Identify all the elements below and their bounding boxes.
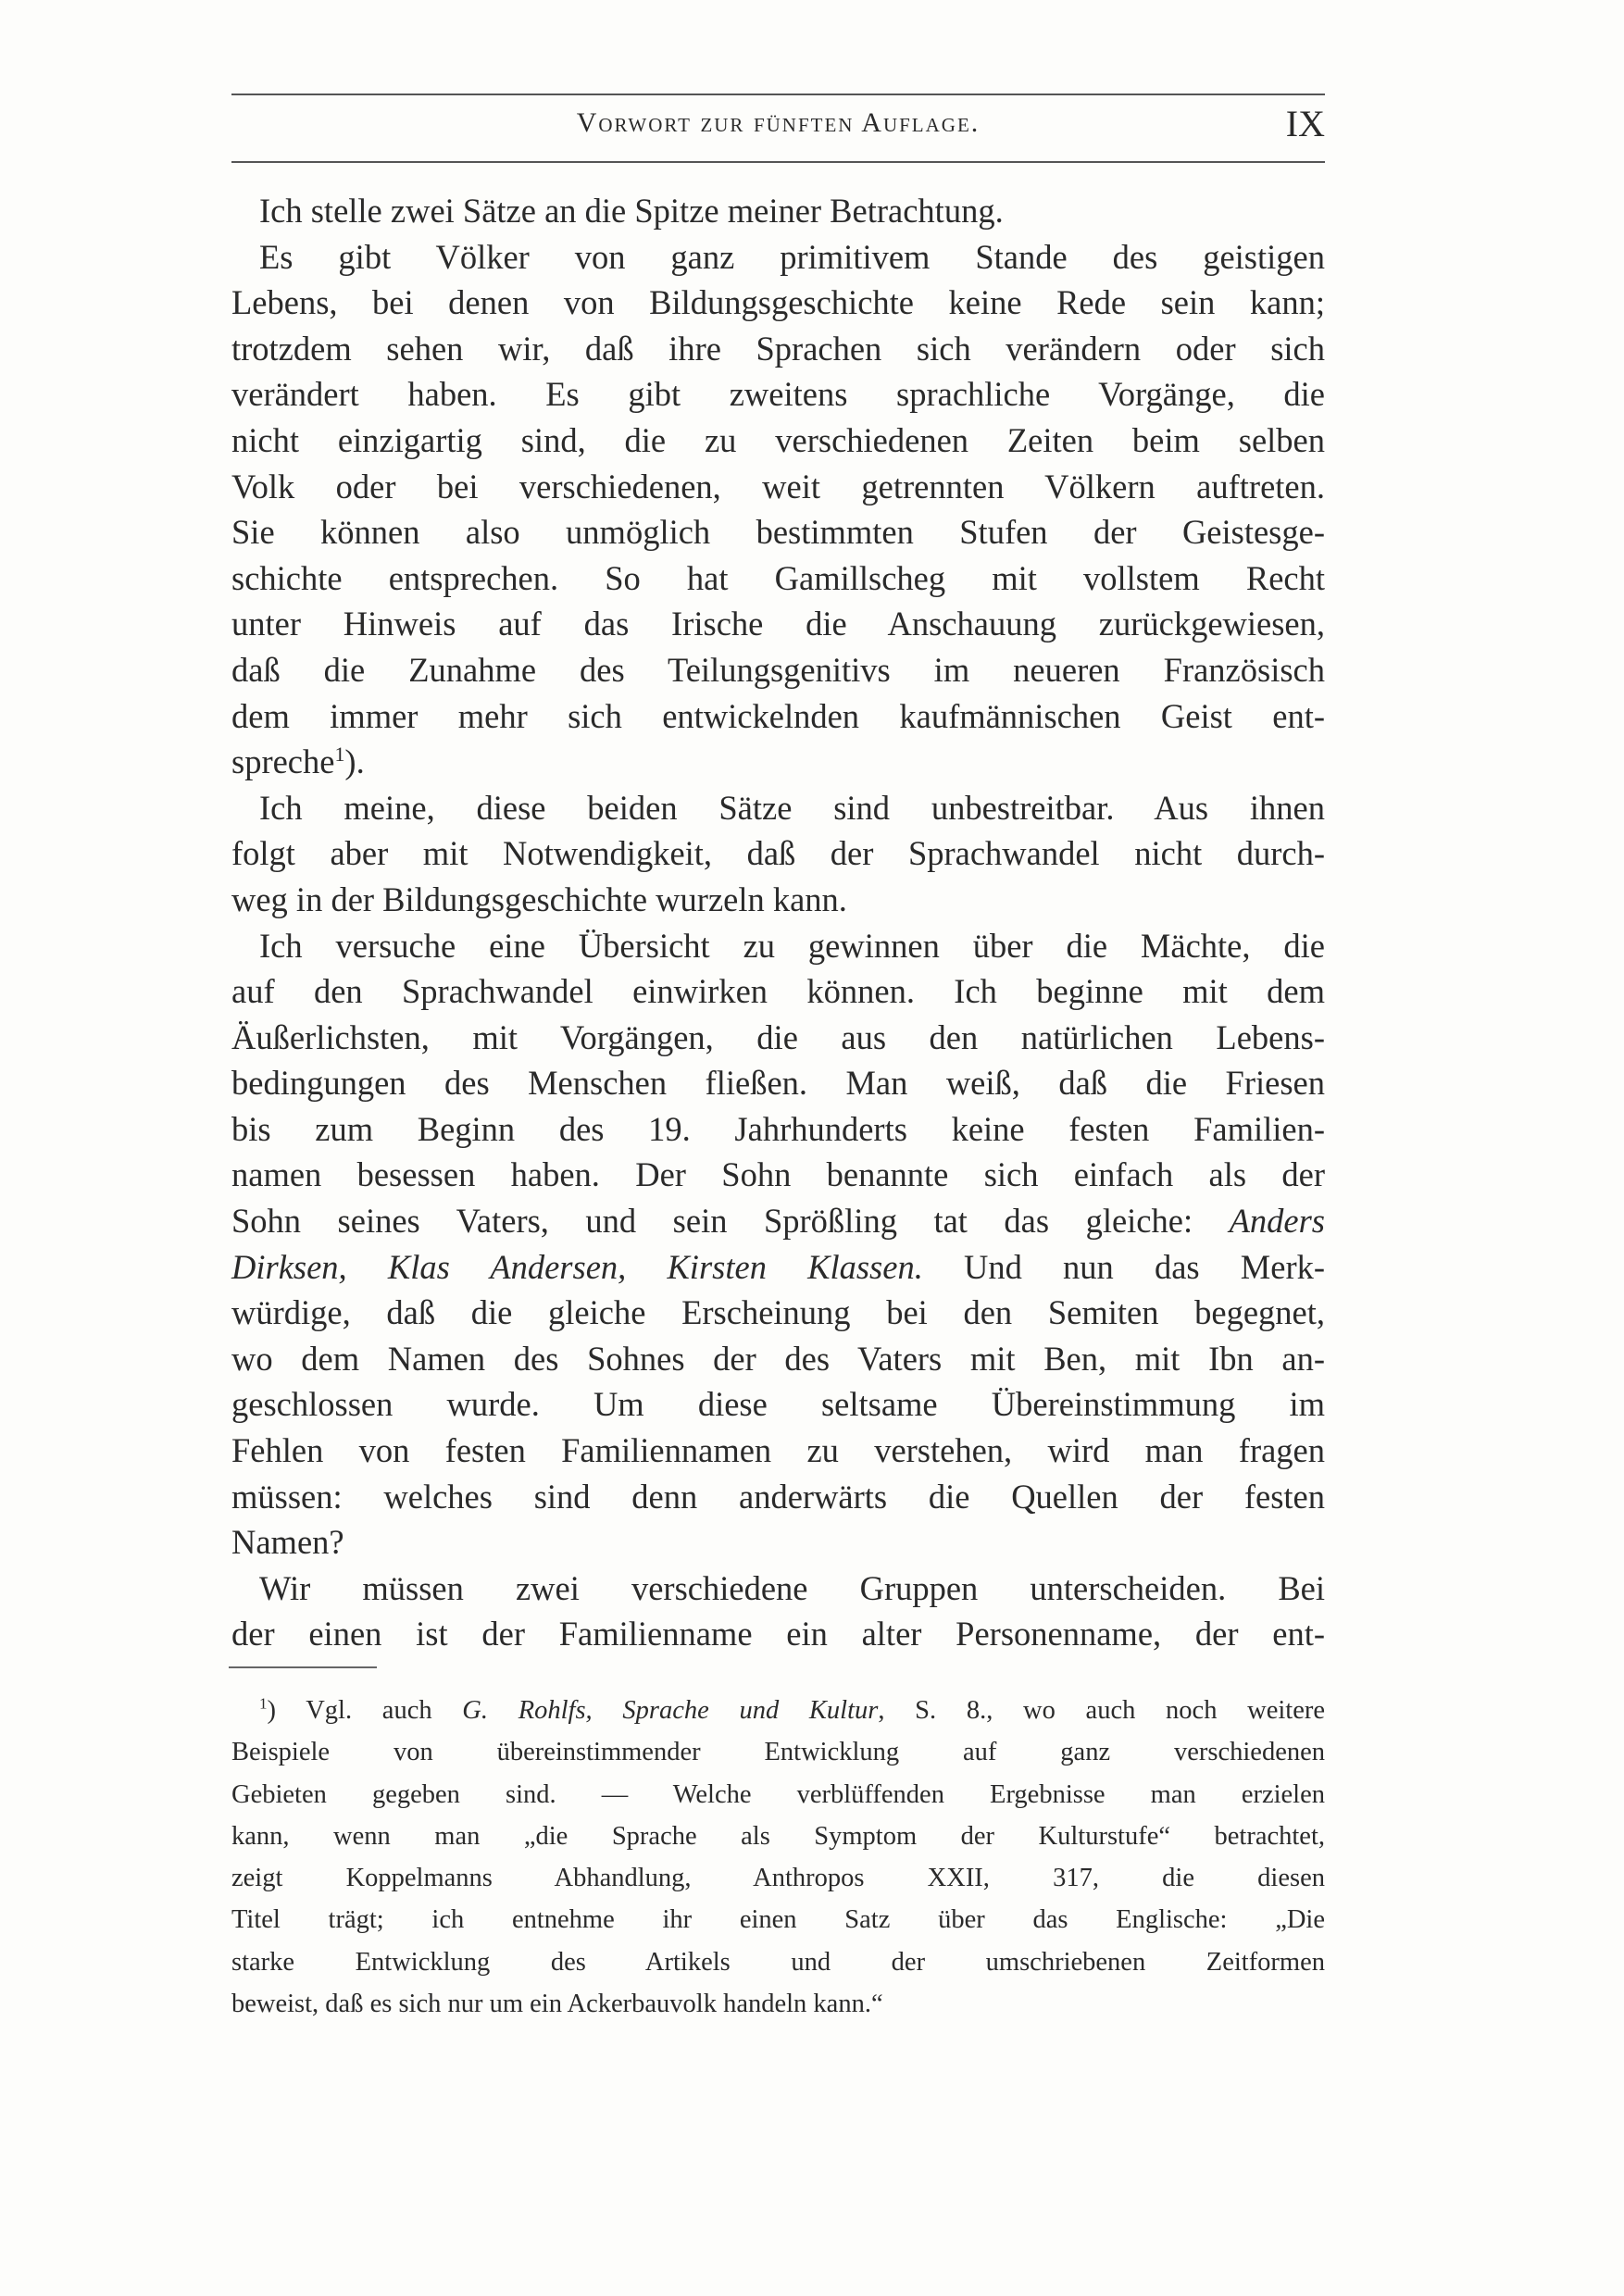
footnote-rule — [229, 1666, 377, 1668]
text-run: Namen? — [231, 1523, 344, 1562]
footnote-line — [231, 1816, 1325, 1857]
text-run: weg in der Bildungsgeschichte wurzeln kann. — [231, 880, 847, 918]
text-run: Es gibt Völker von ganz primitivem Stande des geistigen — [259, 237, 1325, 276]
footnote-line — [231, 1774, 1325, 1816]
text-run: daß die Zunahme des Teilungsgenitivs im neueren Französisch — [231, 650, 1325, 689]
text-run: kann, wenn man „die Sprache als Symptom der Kulturstufe“ betrachtet, — [231, 1821, 1325, 1851]
italic-text: Dirksen, Klas Andersen, Kirsten Klassen. — [231, 1247, 923, 1286]
text-run: Ich meine, diese beiden Sätze sind unbestreitbar. Aus ihnen — [259, 788, 1325, 827]
italic-text: Anders — [1229, 1202, 1325, 1241]
text-run: bis zum Beginn des 19. Jahrhunderts keine festen Familien- — [231, 1109, 1325, 1148]
text-line — [231, 1428, 1325, 1474]
text-run: beweist, daß es sich nur um ein Ackerbauvolk handeln kann.“ — [231, 1990, 883, 2019]
text-line — [231, 1106, 1325, 1153]
italic-text: G. Rohlfs, Sprache und Kultur — [462, 1696, 879, 1725]
text-line — [231, 693, 1325, 740]
text-line — [231, 1519, 1325, 1566]
text-line — [231, 326, 1325, 372]
text-run: würdige, daß die gleiche Erscheinung bei den Semiten begegnet, — [231, 1293, 1325, 1332]
text-line — [231, 877, 1325, 923]
text-line — [231, 1290, 1325, 1336]
text-line — [231, 1474, 1325, 1520]
body-text — [231, 188, 1325, 1657]
text-run: Beispiele von übereinstimmender Entwicklung auf ganz verschiedenen — [231, 1738, 1325, 1767]
text-run: Und nun das Merk- — [922, 1247, 1326, 1286]
footnote-line — [231, 1731, 1325, 1773]
footnote-line — [231, 1899, 1325, 1940]
text-line — [231, 1566, 1325, 1612]
text-run: Gebieten gegeben sind. — Welche verblüffenden Ergebnisse man erzielen — [231, 1779, 1325, 1809]
text-line — [231, 1336, 1325, 1382]
text-run: zeigt Koppelmanns Abhandlung, Anthropos XXII, 317, die diesen — [231, 1864, 1325, 1893]
text-line — [231, 601, 1325, 647]
text-line — [231, 647, 1325, 693]
text-run: spreche — [231, 742, 335, 781]
text-run: auf den Sprachwandel einwirken können. Ich beginne mit dem — [231, 972, 1325, 1011]
text-run: Lebens, bei denen von Bildungsgeschichte keine Rede sein kann; — [231, 283, 1325, 322]
text-run: müssen: welches sind denn anderwärts die Quellen der festen — [231, 1477, 1325, 1516]
text-line — [231, 1611, 1325, 1657]
text-run: Ich versuche eine Übersicht zu gewinnen über die Mächte, die — [259, 926, 1325, 965]
text-run: , S. 8., wo auch noch weitere — [878, 1696, 1325, 1725]
text-line — [231, 234, 1325, 281]
footnote-line — [231, 1857, 1325, 1899]
text-line — [231, 830, 1325, 877]
footnote-line — [231, 1941, 1325, 1983]
text-line — [231, 464, 1325, 510]
text-run: geschlossen wurde. Um diese seltsame Übereinstimmung im — [231, 1385, 1325, 1424]
text-run: Ich stelle zwei Sätze an die Spitze meiner Betrachtung. — [259, 192, 1004, 230]
text-run: namen besessen haben. Der Sohn benannte sich einfach als der — [231, 1155, 1325, 1194]
running-head-title: Vorwort zur fünften Auflage. — [576, 107, 981, 138]
header-top-rule — [231, 94, 1325, 95]
text-line — [231, 1198, 1325, 1244]
text-run: wo dem Namen des Sohnes der des Vaters mit Ben, mit Ibn an- — [231, 1339, 1325, 1378]
text-run: trotzdem sehen wir, daß ihre Sprachen sich verändern oder sich — [231, 329, 1325, 368]
header-bottom-rule — [231, 161, 1325, 163]
text-line — [231, 968, 1325, 1015]
text-line — [231, 188, 1325, 234]
text-line — [231, 418, 1325, 464]
text-run: Sohn seines Vaters, und sein Sprößling tat das gleiche: — [231, 1202, 1230, 1241]
text-line — [231, 555, 1325, 602]
text-line — [231, 739, 1325, 785]
text-run: unter Hinweis auf das Irische die Anschauung zurückgewiesen, — [231, 605, 1325, 643]
text-line — [231, 1015, 1325, 1061]
text-run: Titel trägt; ich entnehme ihr einen Satz über das Englische: „Die — [231, 1905, 1325, 1935]
text-run: Sie können also unmöglich bestimmten Stufen der Geistesge- — [231, 513, 1325, 552]
text-run: Volk oder bei verschiedenen, weit getrennten Völkern auftreten. — [231, 467, 1325, 505]
text-run: ). — [344, 742, 365, 781]
text-run: nicht einzigartig sind, die zu verschiedenen Zeiten beim selben — [231, 420, 1325, 459]
text-line — [231, 923, 1325, 969]
text-run: starke Entwicklung des Artikels und der umschriebenen Zeitformen — [231, 1947, 1325, 1977]
text-line — [231, 785, 1325, 831]
text-line — [231, 280, 1325, 326]
text-run: Fehlen von festen Familiennamen zu verstehen, wird man fragen — [231, 1431, 1325, 1470]
text-run: Wir müssen zwei verschiedene Gruppen unterscheiden. Bei — [259, 1568, 1325, 1607]
footnote — [231, 1690, 1325, 2025]
text-run: verändert haben. Es gibt zweitens sprachliche Vorgänge, die — [231, 375, 1325, 414]
text-run: dem immer mehr sich entwickelnden kaufmännischen Geist ent- — [231, 696, 1325, 735]
text-line — [231, 1060, 1325, 1106]
text-line — [231, 371, 1325, 418]
page-number: IX — [1285, 103, 1325, 144]
footnote-line — [231, 1983, 1325, 2025]
text-run: der einen ist der Familienname ein alter Personenname, der ent- — [231, 1615, 1325, 1653]
text-line — [231, 509, 1325, 555]
text-run: folgt aber mit Notwendigkeit, daß der Sprachwandel nicht durch- — [231, 834, 1325, 873]
running-head — [231, 104, 1325, 150]
text-run: ) Vgl. auch — [267, 1696, 463, 1725]
text-line — [231, 1244, 1325, 1291]
text-line — [231, 1381, 1325, 1428]
text-run: Äußerlichsten, mit Vorgängen, die aus den natürlichen Lebens- — [231, 1017, 1325, 1056]
text-line — [231, 1152, 1325, 1198]
footnote-marker: 1 — [259, 1694, 268, 1713]
text-run: bedingungen des Menschen fließen. Man weiß, daß die Friesen — [231, 1064, 1325, 1103]
text-run: schichte entsprechen. So hat Gamillscheg mit vollstem Recht — [231, 558, 1325, 597]
footnote-marker: 1 — [334, 742, 345, 766]
footnote-line — [231, 1690, 1325, 1731]
